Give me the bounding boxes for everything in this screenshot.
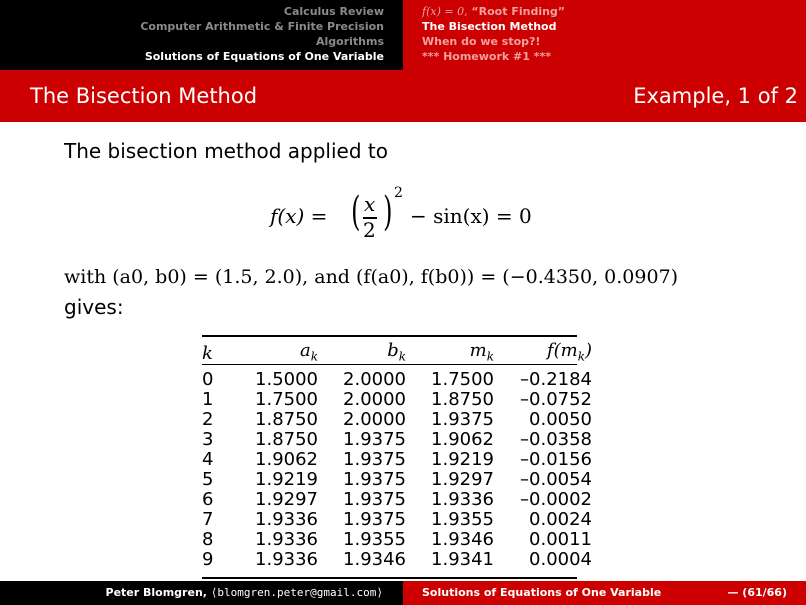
equation-numerator: x [364,192,376,216]
equation-rest: − sin(x) = 0 [410,204,532,228]
table-cell: 1.8750 [255,428,318,450]
equation-lhs: f(x) = [270,204,328,228]
table-cell: 4 [202,448,214,470]
table-cell: 1.9375 [343,448,406,470]
table-cell: 6 [202,488,214,510]
frame-title: The Bisection Method [30,84,258,108]
section-nav-list [140,4,384,64]
equation-denominator: 2 [363,218,376,242]
table-row [202,390,592,410]
table-cell: 2 [202,408,214,430]
frame-title-bar [0,70,806,122]
table-cell: 1.9219 [431,448,494,470]
slide-footer [0,581,806,605]
initial-conditions-text: with (a0, b0) = (1.5, 2.0), and (f(a0), f(b0)) = (−0.4350, 0.0907) [64,266,679,288]
table-cell: –0.0156 [520,448,592,470]
header-ak-label: $a_k$ [299,340,318,364]
section-nav-item[interactable]: Solutions of Equations of One Variable [144,50,384,63]
table-cell: –0.0358 [520,428,592,450]
table-cell: 1.9336 [255,528,318,550]
table-cell: –0.0002 [520,488,592,510]
table-cell: 1.8750 [255,408,318,430]
table-top-rule [202,335,577,337]
header-mk-label: $m_k$ [469,340,494,364]
table-header-row [202,338,592,370]
table-cell: 0.0011 [529,528,592,550]
table-cell: 9 [202,548,214,570]
page-number: — (61/66) [727,586,787,599]
section-nav-item[interactable]: Computer Arithmetic & Finite Precision [140,20,384,33]
table-cell: 2.0000 [343,408,406,430]
table-cell: 8 [202,528,214,550]
table-row [202,550,592,570]
table-cell: 1.9355 [343,528,406,550]
slide-header [0,0,806,70]
table-cell: 1.9346 [343,548,406,570]
subsection-text-label: “Root Finding” [471,5,566,18]
table-row [202,450,592,470]
table-cell: 1.9355 [431,508,494,530]
intro-text: The bisection method applied to [64,139,388,163]
author-name: Peter Blomgren, [105,586,207,599]
table-cell: 0 [202,368,214,390]
table-cell: 7 [202,508,214,530]
table-cell: 5 [202,468,214,490]
table-row [202,370,592,390]
table-cell: 1.9375 [343,428,406,450]
table-cell: 1.9062 [431,428,494,450]
subsection-nav-list [422,4,565,64]
footer-section-title: Solutions of Equations of One Variable [422,586,662,599]
table-cell: 1.8750 [431,388,494,410]
table-cell: –0.0054 [520,468,592,490]
table-cell: 1.9375 [431,408,494,430]
table-cell: 1.9336 [255,548,318,570]
table-cell: –0.2184 [520,368,592,390]
table-cell: 1.9341 [431,548,494,570]
header-mk [406,338,494,370]
table-row [202,530,592,550]
table-cell: –0.0752 [520,388,592,410]
table-cell: 1.9062 [255,448,318,470]
table-cell: 1.9336 [431,488,494,510]
header-bk-label: $b_k$ [387,340,406,364]
table-cell: 3 [202,428,214,450]
table-cell: 1.9336 [255,508,318,530]
table-cell: 1.7500 [255,388,318,410]
subsection-item-bisection[interactable]: The Bisection Method [422,20,557,33]
section-nav-item[interactable]: Calculus Review [283,5,384,18]
table-row [202,490,592,510]
table-cell: 1.5000 [255,368,318,390]
equation-exponent: 2 [394,185,403,201]
table-row [202,430,592,450]
footer-author [106,586,383,599]
header-bk [318,338,406,370]
table-cell: 1.9346 [431,528,494,550]
table-cell: 1.9375 [343,508,406,530]
table-cell: 1 [202,388,214,410]
table-cell: 1.7500 [431,368,494,390]
table-row [202,410,592,430]
subsection-item-root-finding[interactable] [422,4,565,19]
table-cell: 1.9375 [343,488,406,510]
author-email: ⟨blomgren.peter@gmail.com⟩ [210,586,383,599]
table-bottom-rule [202,577,577,579]
table-cell: 1.9375 [343,468,406,490]
footer-section-block [403,581,806,605]
frame-subtitle: Example, 1 of 2 [633,84,798,108]
table-row [202,470,592,490]
table-cell: 0.0004 [529,548,592,570]
header-k [202,338,228,370]
footer-author-block [0,581,403,605]
header-ak [228,338,318,370]
table-row [202,510,592,530]
table-cell: 2.0000 [343,368,406,390]
table-cell: 0.0024 [529,508,592,530]
header-section-nav [0,0,403,70]
header-fmk-label: $f(m_k)$ [546,340,592,364]
header-fmk [494,338,592,370]
table-cell: 0.0050 [529,408,592,430]
table-cell: 1.9297 [255,488,318,510]
table-cell: 1.9297 [431,468,494,490]
header-k-label: k [202,342,213,364]
section-nav-item[interactable]: Algorithms [315,35,384,48]
gives-text: gives: [64,295,124,319]
subsection-item-stopping[interactable]: When do we stop?! [422,35,541,48]
bisection-iterations-table [202,338,592,570]
table-cell: 2.0000 [343,388,406,410]
table-cell: 1.9219 [255,468,318,490]
equation-close-paren: ) [383,189,393,235]
header-subsection-nav [403,0,806,70]
subsection-item-homework[interactable]: *** Homework #1 *** [422,50,552,63]
subsection-math-label: f(x) = 0, [422,5,468,18]
equation-open-paren: ( [351,189,361,235]
